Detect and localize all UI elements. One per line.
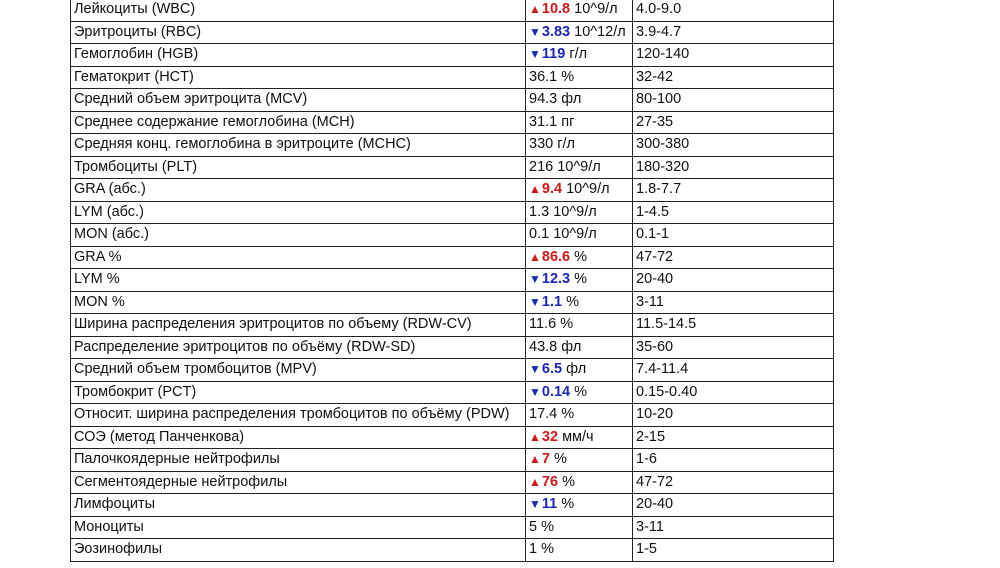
up-triangle-icon: ▲ bbox=[529, 474, 541, 489]
table-row bbox=[71, 269, 834, 292]
result-unit: % bbox=[554, 451, 567, 468]
lab-results-table bbox=[70, 0, 834, 562]
result-value-cell bbox=[526, 156, 633, 179]
reference-range-cell: 1-5 bbox=[633, 539, 834, 562]
table-row bbox=[71, 0, 834, 21]
reference-range-cell: 3.9-4.7 bbox=[633, 21, 834, 44]
result-value: 12.3 bbox=[541, 271, 571, 288]
reference-range-cell: 20-40 bbox=[633, 494, 834, 517]
test-name-cell: Сегментоядерные нейтрофилы bbox=[71, 471, 526, 494]
table-row bbox=[71, 404, 834, 427]
result-value: 94.3 bbox=[529, 91, 558, 108]
reference-range-cell: 1-4.5 bbox=[633, 201, 834, 224]
test-name-cell: Средняя конц. гемоглобина в эритроците (MCHC) bbox=[71, 134, 526, 157]
result-unit: мм/ч bbox=[562, 428, 594, 445]
result-value: 5 bbox=[529, 518, 538, 535]
result-unit: 10^9/л bbox=[566, 181, 610, 198]
test-name-cell: Тромбоциты (PLT) bbox=[71, 156, 526, 179]
table-row bbox=[71, 21, 834, 44]
result-value-cell bbox=[526, 359, 633, 382]
table-row bbox=[71, 246, 834, 269]
result-value: 7 bbox=[541, 451, 550, 468]
reference-range-cell: 11.5-14.5 bbox=[633, 314, 834, 337]
reference-range-cell: 1.8-7.7 bbox=[633, 179, 834, 202]
result-unit: 10^9/л bbox=[574, 1, 618, 18]
reference-range-cell: 35-60 bbox=[633, 336, 834, 359]
result-unit: % bbox=[562, 473, 575, 490]
test-name-cell: СОЭ (метод Панченкова) bbox=[71, 426, 526, 449]
result-value: 3.83 bbox=[541, 23, 571, 40]
result-value-cell bbox=[526, 224, 633, 247]
result-unit: % bbox=[561, 406, 575, 423]
result-value: 17.4 bbox=[529, 406, 558, 423]
test-name-cell: MON (абс.) bbox=[71, 224, 526, 247]
result-value: 216 bbox=[529, 158, 554, 175]
up-triangle-icon: ▲ bbox=[529, 452, 541, 467]
table-row bbox=[71, 426, 834, 449]
result-value: 1.3 bbox=[529, 203, 550, 220]
reference-range-cell: 4.0-9.0 bbox=[633, 0, 834, 21]
test-name-cell: Относит. ширина распределения тромбоцитов по объёму (PDW) bbox=[71, 404, 526, 427]
result-value-cell bbox=[526, 179, 633, 202]
table-row bbox=[71, 156, 834, 179]
result-value-cell bbox=[526, 246, 633, 269]
reference-range-cell: 80-100 bbox=[633, 89, 834, 112]
result-unit: % bbox=[541, 541, 555, 558]
table-row bbox=[71, 179, 834, 202]
result-value: 6.5 bbox=[541, 361, 563, 378]
test-name-cell: Средний объем тромбоцитов (MPV) bbox=[71, 359, 526, 382]
table-row bbox=[71, 336, 834, 359]
table-row bbox=[71, 44, 834, 67]
test-name-cell: GRA % bbox=[71, 246, 526, 269]
test-name-cell: Средний объем эритроцита (MCV) bbox=[71, 89, 526, 112]
result-value-cell bbox=[526, 539, 633, 562]
result-unit: 10^9/л bbox=[553, 203, 597, 220]
table-row bbox=[71, 224, 834, 247]
test-name-cell: Гемоглобин (HGB) bbox=[71, 44, 526, 67]
test-name-cell: LYM (абс.) bbox=[71, 201, 526, 224]
result-unit: % bbox=[574, 271, 588, 288]
result-value: 32 bbox=[541, 428, 559, 445]
result-value: 86.6 bbox=[541, 248, 571, 265]
result-value: 119 bbox=[541, 46, 566, 63]
result-value-cell bbox=[526, 471, 633, 494]
reference-range-cell: 10-20 bbox=[633, 404, 834, 427]
table-row bbox=[71, 111, 834, 134]
table-row bbox=[71, 539, 834, 562]
result-unit: % bbox=[574, 383, 588, 400]
result-value: 11 bbox=[541, 496, 558, 513]
result-value-cell bbox=[526, 494, 633, 517]
result-value-cell bbox=[526, 381, 633, 404]
up-triangle-icon: ▲ bbox=[529, 429, 541, 444]
result-unit: % bbox=[574, 248, 588, 265]
result-value-cell bbox=[526, 404, 633, 427]
result-unit: 10^12/л bbox=[574, 23, 626, 40]
result-unit: 10^9/л bbox=[553, 226, 597, 243]
result-value: 43.8 bbox=[529, 338, 558, 355]
table-row bbox=[71, 201, 834, 224]
result-value-cell bbox=[526, 291, 633, 314]
reference-range-cell: 120-140 bbox=[633, 44, 834, 67]
test-name-cell: Лимфоциты bbox=[71, 494, 526, 517]
reference-range-cell: 0.1-1 bbox=[633, 224, 834, 247]
result-value: 330 bbox=[529, 136, 554, 153]
test-name-cell: Эозинофилы bbox=[71, 539, 526, 562]
result-value: 36.1 bbox=[529, 68, 558, 85]
reference-range-cell: 180-320 bbox=[633, 156, 834, 179]
down-triangle-icon: ▼ bbox=[529, 24, 541, 39]
result-unit: фл bbox=[566, 361, 587, 378]
result-unit: г/л bbox=[569, 46, 588, 63]
down-triangle-icon: ▼ bbox=[529, 362, 541, 377]
result-value: 31.1 bbox=[529, 113, 558, 130]
result-value-cell bbox=[526, 21, 633, 44]
reference-range-cell: 3-11 bbox=[633, 516, 834, 539]
test-name-cell: MON % bbox=[71, 291, 526, 314]
test-name-cell: Палочкоядерные нейтрофилы bbox=[71, 449, 526, 472]
result-value-cell bbox=[526, 269, 633, 292]
test-name-cell: Тромбокрит (PCT) bbox=[71, 381, 526, 404]
result-value: 10.8 bbox=[541, 1, 571, 18]
result-value-cell bbox=[526, 0, 633, 21]
result-value-cell bbox=[526, 516, 633, 539]
reference-range-cell: 47-72 bbox=[633, 246, 834, 269]
test-name-cell: Ширина распределения эритроцитов по объему (RDW-CV) bbox=[71, 314, 526, 337]
down-triangle-icon: ▼ bbox=[529, 384, 541, 399]
result-unit: фл bbox=[561, 91, 582, 108]
result-value-cell bbox=[526, 426, 633, 449]
test-name-cell: Моноциты bbox=[71, 516, 526, 539]
result-value-cell bbox=[526, 449, 633, 472]
up-triangle-icon: ▲ bbox=[529, 182, 541, 197]
result-unit: % bbox=[566, 293, 579, 310]
table-row bbox=[71, 291, 834, 314]
result-value-cell bbox=[526, 336, 633, 359]
result-value-cell bbox=[526, 314, 633, 337]
table-row bbox=[71, 134, 834, 157]
result-value: 9.4 bbox=[541, 181, 563, 198]
result-value: 0.14 bbox=[541, 383, 571, 400]
result-value: 76 bbox=[541, 473, 559, 490]
test-name-cell: Распределение эритроцитов по объёму (RDW-SD) bbox=[71, 336, 526, 359]
table-row bbox=[71, 471, 834, 494]
table-row bbox=[71, 516, 834, 539]
table-row bbox=[71, 359, 834, 382]
down-triangle-icon: ▼ bbox=[529, 497, 541, 512]
result-value: 11.6 bbox=[529, 316, 557, 333]
result-unit: % bbox=[561, 496, 575, 513]
down-triangle-icon: ▼ bbox=[529, 294, 541, 309]
reference-range-cell: 3-11 bbox=[633, 291, 834, 314]
reference-range-cell: 20-40 bbox=[633, 269, 834, 292]
test-name-cell: Эритроциты (RBC) bbox=[71, 21, 526, 44]
up-triangle-icon: ▲ bbox=[529, 2, 541, 17]
test-name-cell: Среднее содержание гемоглобина (MCH) bbox=[71, 111, 526, 134]
result-value-cell bbox=[526, 44, 633, 67]
reference-range-cell: 0.15-0.40 bbox=[633, 381, 834, 404]
result-unit: пг bbox=[561, 113, 575, 130]
result-unit: % bbox=[541, 518, 555, 535]
table-row bbox=[71, 66, 834, 89]
result-value-cell bbox=[526, 134, 633, 157]
result-value: 1.1 bbox=[541, 293, 563, 310]
reference-range-cell: 7.4-11.4 bbox=[633, 359, 834, 382]
test-name-cell: Гематокрит (HCT) bbox=[71, 66, 526, 89]
result-unit: г/л bbox=[557, 136, 576, 153]
table-row bbox=[71, 89, 834, 112]
reference-range-cell: 47-72 bbox=[633, 471, 834, 494]
lab-results-body bbox=[71, 0, 834, 561]
test-name-cell: GRA (абс.) bbox=[71, 179, 526, 202]
result-value: 1 bbox=[529, 541, 538, 558]
test-name-cell: Лейкоциты (WBC) bbox=[71, 0, 526, 21]
reference-range-cell: 27-35 bbox=[633, 111, 834, 134]
table-row bbox=[71, 494, 834, 517]
result-value-cell bbox=[526, 89, 633, 112]
result-value-cell bbox=[526, 66, 633, 89]
table-row bbox=[71, 314, 834, 337]
down-triangle-icon: ▼ bbox=[529, 47, 541, 62]
result-value: 0.1 bbox=[529, 226, 550, 243]
table-row bbox=[71, 381, 834, 404]
result-unit: % bbox=[560, 316, 574, 333]
up-triangle-icon: ▲ bbox=[529, 249, 541, 264]
reference-range-cell: 2-15 bbox=[633, 426, 834, 449]
table-row bbox=[71, 449, 834, 472]
reference-range-cell: 300-380 bbox=[633, 134, 834, 157]
result-value-cell bbox=[526, 201, 633, 224]
test-name-cell: LYM % bbox=[71, 269, 526, 292]
result-unit: % bbox=[561, 68, 575, 85]
down-triangle-icon: ▼ bbox=[529, 272, 541, 287]
result-value-cell bbox=[526, 111, 633, 134]
result-unit: фл bbox=[561, 338, 582, 355]
reference-range-cell: 32-42 bbox=[633, 66, 834, 89]
result-unit: 10^9/л bbox=[557, 158, 601, 175]
reference-range-cell: 1-6 bbox=[633, 449, 834, 472]
